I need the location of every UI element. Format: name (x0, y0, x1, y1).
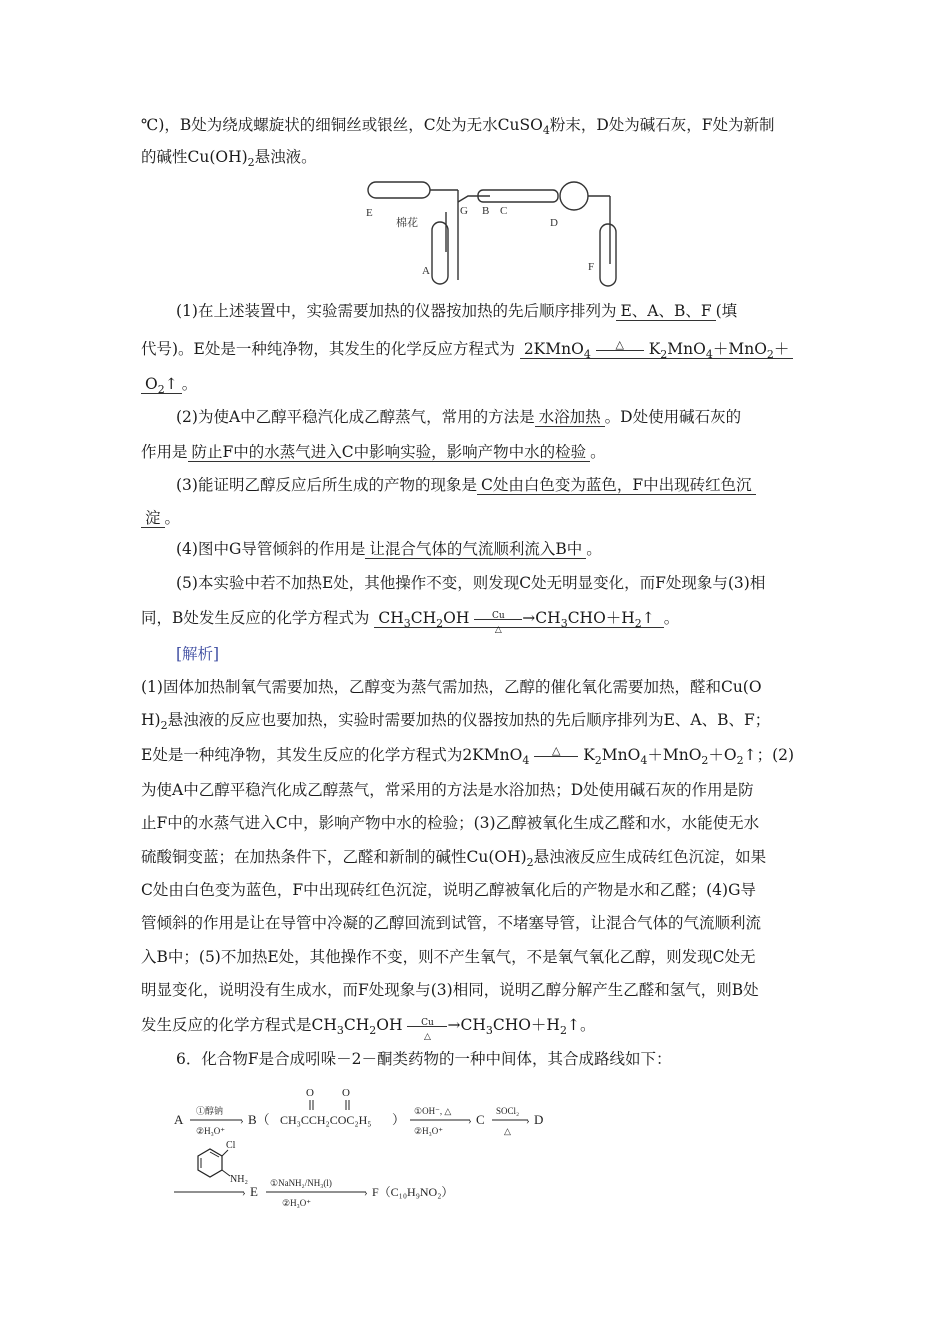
analysis-line-8: 管倾斜的作用是让在导管中冷凝的乙醇回流到试管，不堵塞导管，让混合气体的气流顺利流 (141, 914, 762, 932)
analysis-line-5: 止F中的水蒸气进入C中，影响产物中水的检验；(3)乙醇被氧化生成乙醛和水，水能使无水 (141, 814, 760, 832)
q3-line-1: (3)能证明乙醇反应后所生成的产物的现象是 C处由白色变为蓝色，F中出现砖红色沉 (176, 474, 756, 496)
compound-B: B（ (248, 1112, 270, 1127)
label-cotton: 棉花 (396, 217, 418, 229)
q1-equation: 2KMnO$_4$ △ $K_2MnO_4+MnO_2+$ (520, 340, 794, 359)
q5-equation: $CH_3CH_2OH$ Cu △ $\to CH_3CHO+H_2↑$ (374, 609, 663, 628)
label-F: F (588, 261, 595, 273)
nh2-label: NH₂ (230, 1174, 248, 1185)
b-oxygen-1: O (306, 1087, 314, 1099)
analysis-line-3: E处是一种纯净物，其发生反应的化学方程式为2KMnO$_4$ △ $K_2MnO_4+MnO_2+O_2↑$；(2) (141, 744, 795, 767)
q4-answer: 让混合气体的气流顺利流入B中 (365, 540, 586, 559)
analysis-line-2: $H)_2$悬浊液的反应也要加热，实验时需要加热的仪器按加热的先后顺序排列为E、A、B、F； (141, 711, 771, 732)
svg-text:›: › (364, 1187, 368, 1199)
compound-A: A (174, 1112, 184, 1127)
label-D: D (550, 217, 558, 229)
analysis-line-4: 为使A中乙醇平稳汽化成乙醇蒸气，常采用的方法是水浴加热；D处使用碱石灰的作用是防 (141, 781, 754, 799)
equals-heat-sign-2: △ (534, 756, 578, 757)
label-B: B (482, 205, 490, 217)
q2-line-1: (2)为使A中乙醇平稳汽化成乙醇蒸气，常用的方法是 水浴加热 。D处使用碱石灰的 (176, 408, 742, 426)
q2-answer-1: 水浴加热 (535, 408, 605, 427)
step3-top: SOCl₂ (496, 1106, 520, 1116)
step1-bot: ②H₃O⁺ (196, 1126, 225, 1136)
q1-line-3: $O_2↑$ 。 (141, 373, 197, 401)
synthesis-route (170, 1078, 590, 1208)
catalyst-arrow-2: Cu △ (407, 1026, 447, 1027)
compound-E: E (250, 1184, 258, 1199)
svg-text:›: › (240, 1115, 244, 1127)
analysis-line-7: C处由白色变为蓝色，F中出现砖红色沉淀，说明乙醇被氧化后的产物是水和乙醛；(4)G导 (141, 881, 756, 899)
q2-answer-2: 防止F中的水蒸气进入C中影响实验，影响产物中水的检验 (188, 443, 591, 462)
analysis-line-6: 硫酸铜变蓝；在加热条件下，乙醛和新制的碱性$Cu(OH)_2$悬浊液反应生成砖红色沉淀，如果 (141, 848, 767, 869)
step5-top: ①NaNH₂/NH₃(l) (270, 1178, 332, 1188)
intro-line-2: 的碱性$Cu(OH)_2$悬浊液。 (141, 148, 317, 169)
q5-line-1: (5)本实验中若不加热E处，其他操作不变，则发现C处无明显变化，而F处现象与(3)相 (176, 574, 766, 592)
step5-bot: ②H₃O⁺ (282, 1198, 311, 1208)
q6-intro: 6．化合物F是合成吲哚－2－酮类药物的一种中间体，其合成路线如下： (176, 1050, 672, 1068)
q3-answer-1: C处由白色变为蓝色，F中出现砖红色沉 (477, 476, 756, 495)
label-E: E (366, 207, 373, 219)
test-tube-F (600, 224, 616, 286)
b-oxygen-2: O (342, 1087, 350, 1099)
analysis-line-9: 入B中；(5)不加热E处，其他操作不变，则不产生氧气，不是氧气氧化乙醇，则发现C处无 (141, 948, 756, 966)
compound-F: F（C₁₀H₉NO₂） (372, 1185, 454, 1199)
cl-label: Cl (226, 1140, 236, 1151)
q5-line-2: 同，B处发生反应的化学方程式为 $CH_3CH_2OH$ Cu △ $\to CH_3CHO+H_2↑$ 。 (141, 609, 680, 635)
svg-text:）: ） (392, 1112, 406, 1127)
label-G: G (460, 205, 468, 217)
heated-tube-E (368, 182, 430, 198)
q1-line-2: 代号)。E处是一种纯净物，其发生的化学反应方程式为 2KMnO$_4$ △ $K_2MnO_4+MnO_2+$ (141, 338, 793, 366)
compound-B-structure: CH₃CCH₂COC₂H₅ (280, 1113, 372, 1127)
q4-line: (4)图中G导管倾斜的作用是 让混合气体的气流顺利流入B中 。 (176, 540, 602, 558)
q3-answer-2: 淀 (141, 509, 165, 528)
drying-bulb-D (560, 182, 588, 210)
q1-answer: E、A、B、F (616, 302, 715, 321)
equals-heat-sign: △ (596, 350, 644, 351)
svg-text:›: › (468, 1115, 472, 1127)
svg-text:›: › (242, 1187, 246, 1199)
svg-text:›: › (526, 1115, 530, 1127)
q3-line-2: 淀 。 (141, 507, 180, 529)
label-C: C (500, 205, 508, 217)
analysis-line-11: 发生反应的化学方程式是$CH_3CH_2OH$ Cu △ $\to CH_3CHO+H_2↑$。 (141, 1016, 596, 1042)
benzene-ring (198, 1149, 222, 1177)
analysis-line-10: 明显变化，说明没有生成水，而F处现象与(3)相同，说明乙醇分解产生乙醛和氢气，则B处 (141, 981, 759, 999)
q1-line-1: (1)在上述装置中，实验需要加热的仪器按加热的先后顺序排列为 E、A、B、F (填 (176, 302, 738, 320)
step1-top: ①醇钠 (196, 1106, 224, 1116)
step3-bot: △ (504, 1126, 511, 1136)
label-A: A (422, 265, 430, 277)
apparatus-diagram (360, 172, 670, 292)
analysis-title: [解析] (176, 645, 220, 663)
compound-D: D (534, 1112, 544, 1127)
step2-top: ①OH⁻, △ (414, 1106, 452, 1116)
intro-line-1: ℃)，B处为绕成螺旋状的细铜丝或银丝，C处为无水CuSO$_4$粉末，D处为碱石灰，F处为新制 (141, 116, 775, 137)
catalyst-arrow: Cu △ (474, 619, 522, 620)
analysis-line-1: (1)固体加热制氧气需要加热，乙醇变为蒸气需加热，乙醇的催化氧化需要加热，醛和Cu(O (141, 678, 762, 696)
q2-line-2: 作用是 防止F中的水蒸气进入C中影响实验，影响产物中水的检验 。 (141, 443, 606, 461)
step2-bot: ②H₃O⁺ (414, 1126, 443, 1136)
compound-C: C (476, 1112, 485, 1127)
